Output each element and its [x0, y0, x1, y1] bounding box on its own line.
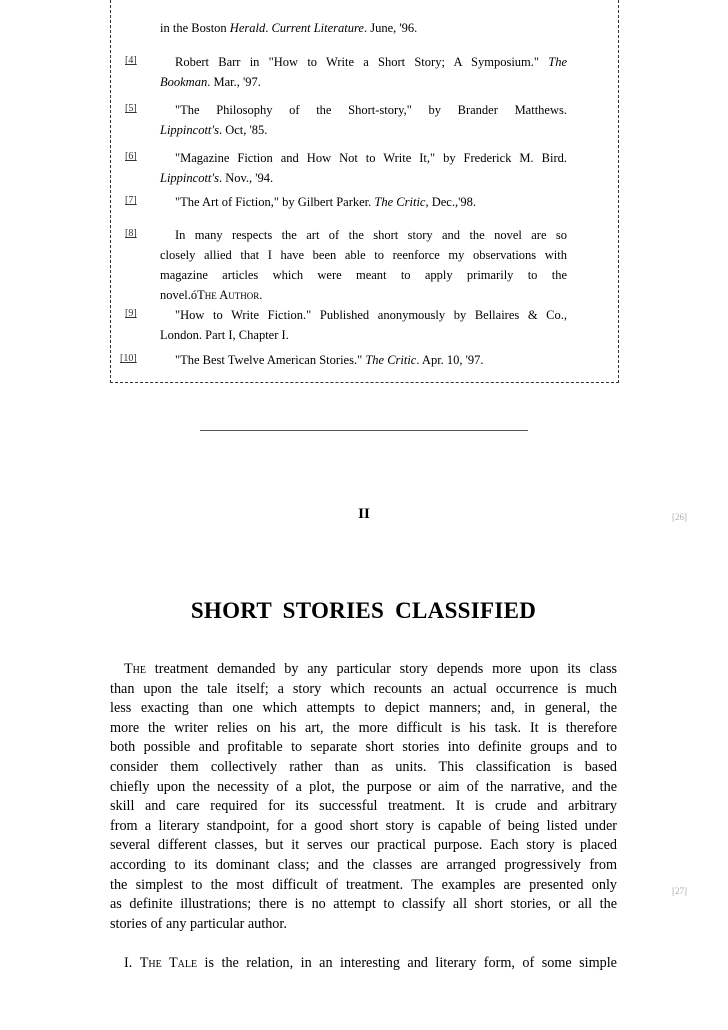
footnote-line: in the Boston Herald. Current Literature. June, '96. [160, 21, 418, 35]
page-number-26: [26] [672, 512, 687, 522]
page-number-27: [27] [672, 886, 687, 896]
footnote-line: Lippincott's. Oct, '85. [160, 123, 268, 137]
footnote-text [160, 305, 567, 345]
footnote-line: Bookman. Mar., '97. [160, 75, 261, 89]
footnote-label[interactable]: [9] [125, 308, 137, 319]
footnote-text [160, 225, 567, 305]
body-paragraph-1 [110, 660, 617, 934]
footnote-label[interactable]: [7] [125, 195, 137, 206]
footnote-text [160, 192, 567, 212]
footnote-line: Robert Barr in "How to Write a Short Story; A Symposium." The [175, 55, 567, 69]
footnote-line: "How to Write Fiction." Published anonymously by Bellaires & Co., [175, 308, 567, 322]
body-line: the simplest to the most difficult of treatment. The examples are presented only [110, 876, 617, 893]
footnote-label[interactable]: [8] [125, 228, 137, 239]
footnote-line: magazine articles which were meant to apply primarily to the [160, 268, 567, 282]
section-divider [200, 430, 528, 431]
body-line: stories of any particular author. [110, 915, 287, 932]
footnote-label[interactable]: [6] [125, 151, 137, 162]
footnote-line: "The Art of Fiction," by Gilbert Parker. The Critic, Dec.,'98. [175, 195, 476, 209]
footnote-line: London. Part I, Chapter I. [160, 328, 289, 342]
chapter-number: II [358, 506, 370, 522]
body-line: I. The Tale is the relation, in an interesting and literary form, of some simple [124, 955, 617, 971]
body-line: than upon the tale itself; a story which recounts an actual occurrence is much [110, 680, 617, 697]
footnote-text [160, 100, 567, 140]
footnote-text [160, 350, 567, 370]
footnote-line: closely allied that I have been able to reenforce my observations with [160, 248, 567, 262]
body-line: more the writer relies on his art, the more difficult is his task. It is therefore [110, 719, 617, 736]
footnote-label[interactable]: [10] [120, 353, 137, 364]
footnote-label[interactable]: [5] [125, 103, 137, 114]
body-line: less exacting than one which attempts to depict manners; and, in general, the [110, 700, 617, 717]
footnote-text [160, 18, 567, 38]
body-line: as definite illustrations; there is no attempt to classify all short stories, or all the [110, 896, 617, 913]
footnote-line: "Magazine Fiction and How Not to Write It," by Frederick M. Bird. [175, 151, 567, 165]
body-line: from a literary standpoint, for a good short story is capable of being listed under [110, 817, 617, 834]
body-line: according to its dominant class; and the classes are arranged progressively from [110, 856, 617, 873]
footnote-line: "The Best Twelve American Stories." The Critic. Apr. 10, '97. [175, 353, 484, 367]
chapter-title: SHORT STORIES CLASSIFIED [190, 598, 537, 623]
body-paragraph-2 [110, 954, 617, 974]
footnote-label[interactable]: [4] [125, 55, 137, 66]
body-line: both possible and profitable to separate short stories into definite groups and to [110, 739, 617, 756]
footnote-line: "The Philosophy of the Short-story," by Brander Matthews. [175, 103, 567, 117]
footnote-line: novel.óThe Author. [160, 288, 263, 302]
footnote-text [160, 52, 567, 92]
body-line: The treatment demanded by any particular story depends more upon its class [124, 661, 617, 677]
body-line: chiefly upon the necessity of a plot, the purpose or aim of the narrative, and the [110, 778, 617, 795]
footnote-text [160, 148, 567, 188]
footnote-line: In many respects the art of the short story and the novel are so [175, 228, 567, 242]
body-line: consider them collectively rather than as units. This classification is based [110, 758, 617, 775]
body-line: several different classes, but it serves our practical purpose. Each story is placed [110, 837, 617, 854]
body-line: skill and care required for its successful treatment. It is crude and arbitrary [110, 798, 617, 815]
footnotes-box [110, 0, 619, 383]
footnote-line: Lippincott's. Nov., '94. [160, 171, 274, 185]
